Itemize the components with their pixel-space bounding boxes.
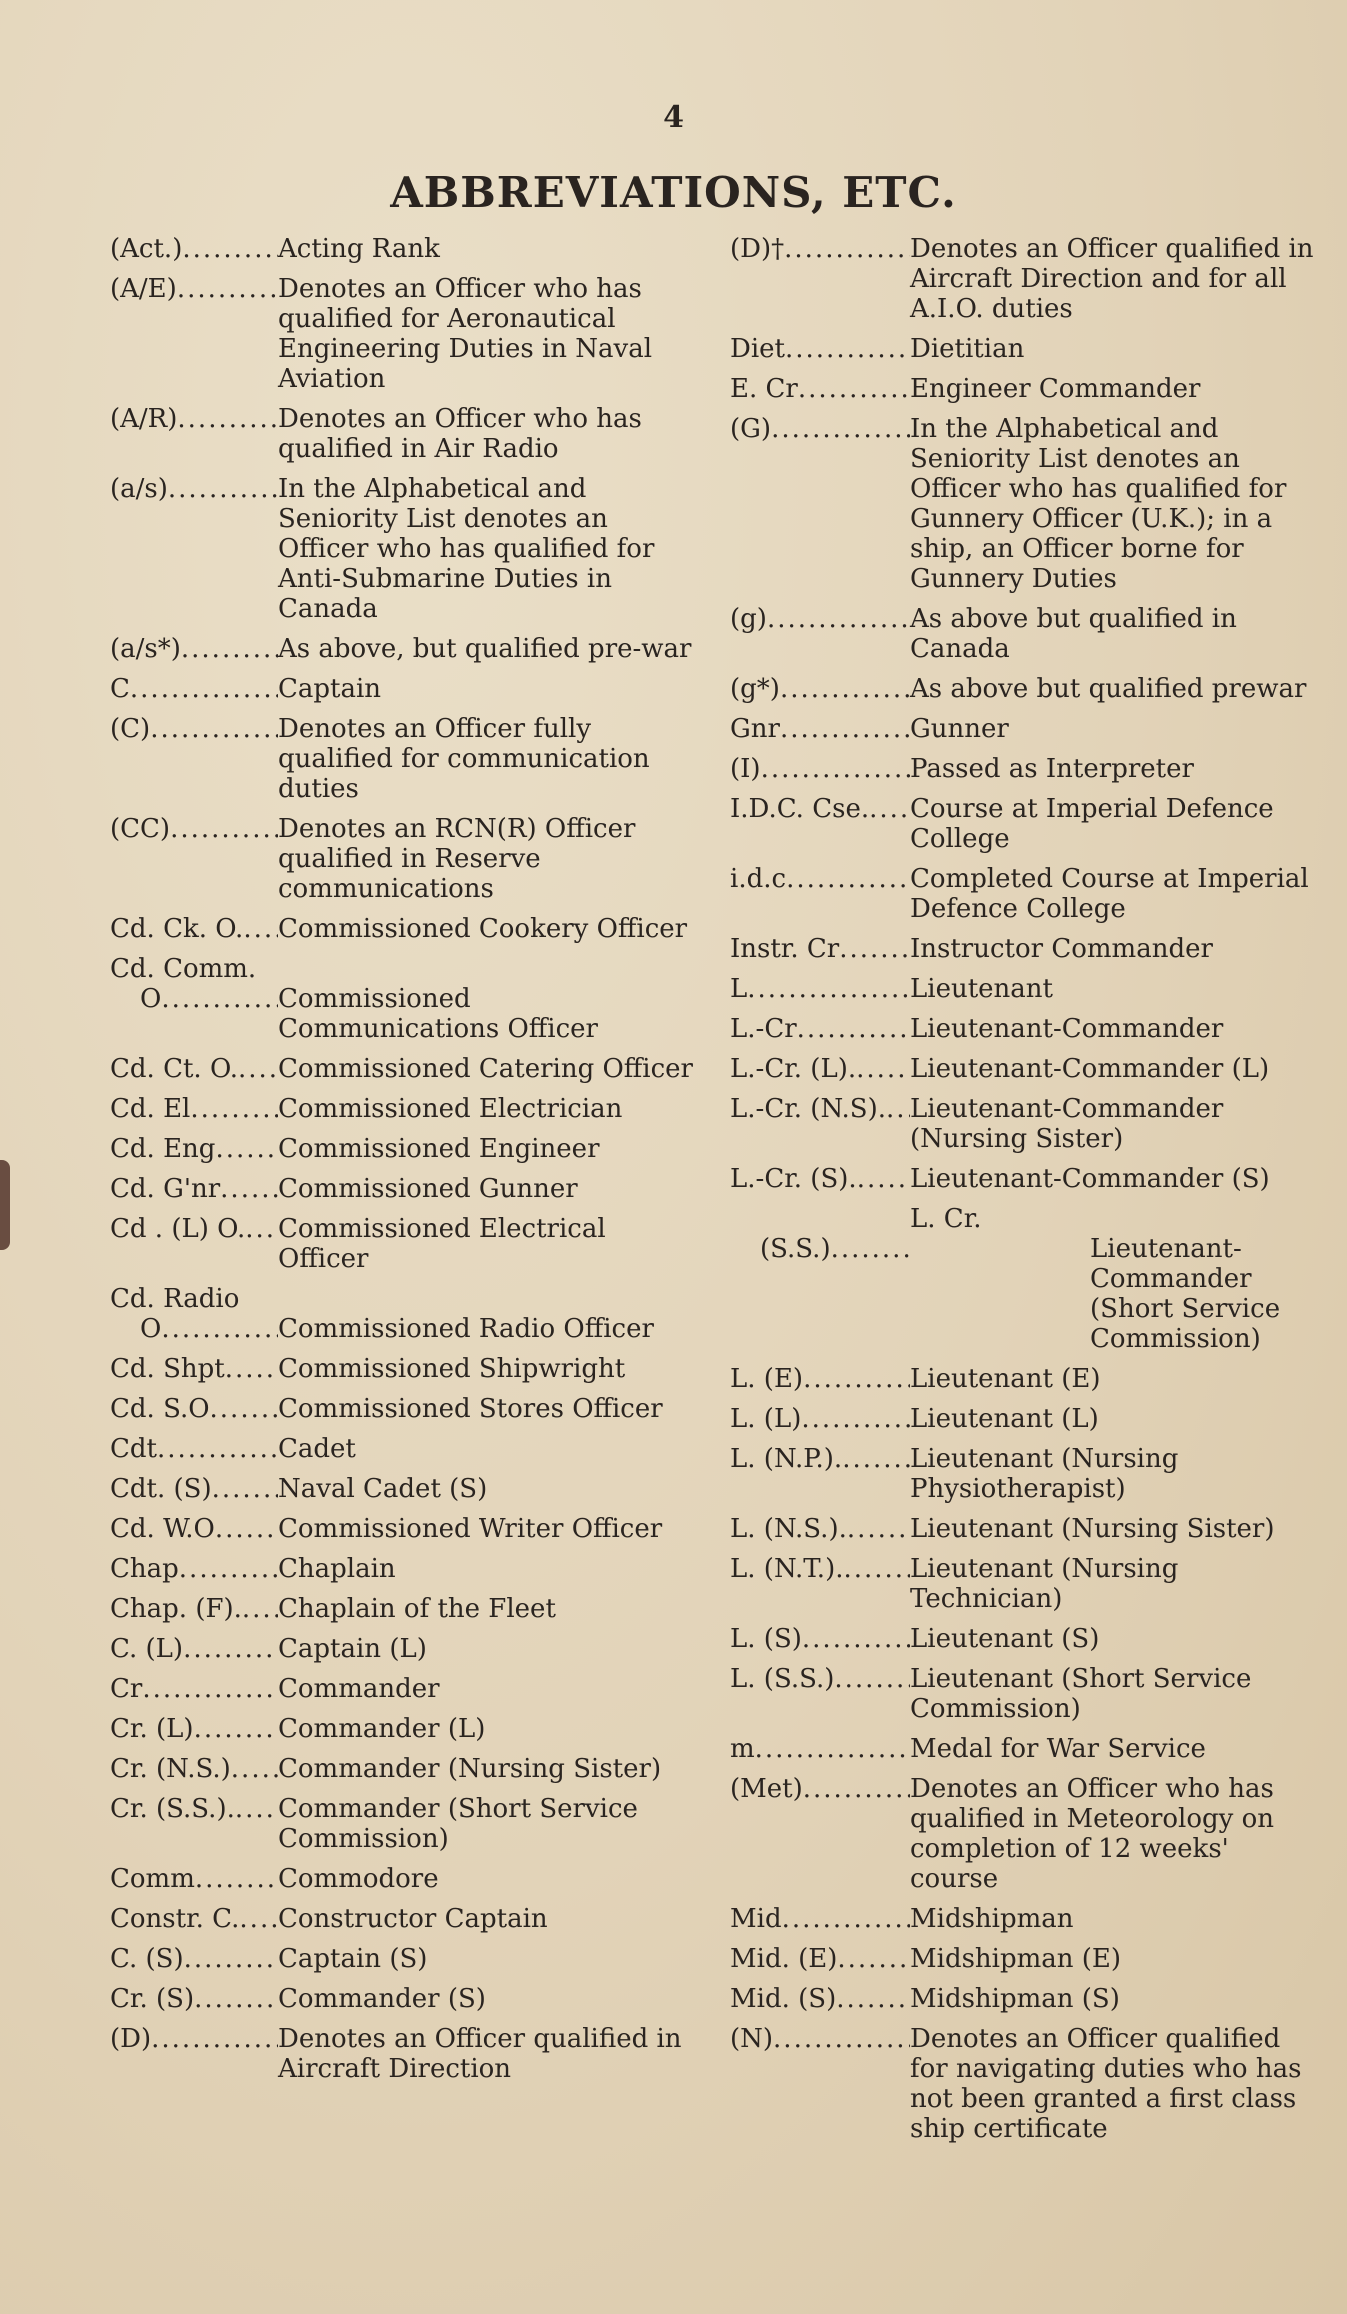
page-edge-stain bbox=[0, 1160, 10, 1250]
abbreviation-term: E. Cr ..... bbox=[730, 374, 910, 404]
abbreviation-term: Chap. (F). ..... bbox=[110, 1594, 278, 1624]
abbreviation-term: (a/s) ..... bbox=[110, 474, 278, 504]
abbreviation-meaning: Captain (S) bbox=[278, 1944, 428, 1974]
abbreviation-term: Mid. (S) ..... bbox=[730, 1984, 910, 2014]
abbreviation-entry bbox=[110, 914, 695, 944]
abbreviation-term: Cd. Ct. O. ..... bbox=[110, 1054, 278, 1084]
abbreviation-meaning: Lieutenant-Commander bbox=[910, 1014, 1224, 1044]
abbreviation-entry bbox=[110, 814, 695, 904]
abbreviation-entry bbox=[110, 1354, 695, 1384]
abbreviation-entry bbox=[110, 474, 695, 624]
abbreviation-entry bbox=[110, 1984, 695, 2014]
abbreviation-term: (g*) ..... bbox=[730, 674, 910, 704]
abbreviation-entry bbox=[110, 1514, 695, 1544]
abbreviation-meaning: Commissioned Radio Officer bbox=[278, 1314, 654, 1344]
abbreviation-term: L. (N.T.). ..... bbox=[730, 1554, 910, 1584]
abbreviation-entry bbox=[730, 1164, 1320, 1194]
abbreviation-entry bbox=[730, 1014, 1320, 1044]
abbreviation-meaning: Denotes an Officer qualified in Aircraft Direction bbox=[278, 2024, 682, 2084]
abbreviation-term: (Met) ..... bbox=[730, 1774, 910, 1804]
abbreviation-term: L. (S) ..... bbox=[730, 1624, 910, 1654]
abbreviation-entry bbox=[110, 274, 695, 394]
abbreviation-entry bbox=[730, 1984, 1320, 2014]
abbreviation-meaning: Lieutenant (E) bbox=[910, 1364, 1101, 1394]
abbreviation-meaning: Commissioned Communications Officer bbox=[278, 984, 598, 1044]
abbreviation-meaning: Commander (S) bbox=[278, 1984, 486, 2014]
abbreviation-entry bbox=[730, 1514, 1320, 1544]
abbreviation-term: Cr. (N.S.) ..... bbox=[110, 1754, 278, 1784]
abbreviation-term: Gnr ..... bbox=[730, 714, 910, 744]
abbreviation-term: (D) ..... bbox=[110, 2024, 278, 2054]
abbreviation-term-line: O ..... bbox=[140, 984, 278, 1014]
abbreviation-meaning: Acting Rank bbox=[278, 234, 440, 264]
abbreviation-entry bbox=[110, 1904, 695, 1934]
abbreviation-meaning: As above, but qualified pre-war bbox=[278, 634, 692, 664]
abbreviation-meaning: Medal for War Service bbox=[910, 1734, 1206, 1764]
abbreviation-entry bbox=[110, 1944, 695, 1974]
abbreviation-entry bbox=[730, 1054, 1320, 1084]
abbreviation-term: m ..... bbox=[730, 1734, 910, 1764]
abbreviation-entry bbox=[730, 1204, 1320, 1354]
abbreviation-entry bbox=[730, 1624, 1320, 1654]
abbreviation-term: (A/E) ..... bbox=[110, 274, 278, 304]
abbreviation-entry bbox=[110, 1434, 695, 1464]
abbreviation-meaning: Denotes an Officer who has qualified in Meteorology on completion of 12 weeks' course bbox=[910, 1774, 1275, 1894]
abbreviation-meaning: Constructor Captain bbox=[278, 1904, 548, 1934]
abbreviation-meaning: Commissioned Engineer bbox=[278, 1134, 600, 1164]
abbreviation-meaning: Commander bbox=[278, 1674, 440, 1704]
abbreviation-entry bbox=[110, 2024, 695, 2084]
abbreviation-meaning: Commander (Short Service Commission) bbox=[278, 1794, 638, 1854]
abbreviation-term: C ..... bbox=[110, 674, 278, 704]
abbreviation-meaning: In the Alphabetical and Seniority List denotes an Officer who has qualified for Gunnery Officer (U.K.); in a ship, an Officer borne for Gunnery Duties bbox=[910, 414, 1287, 594]
abbreviation-term: Mid. (E) ..... bbox=[730, 1944, 910, 1974]
abbreviation-term: Constr. C. ..... bbox=[110, 1904, 278, 1934]
abbreviation-entry bbox=[730, 1554, 1320, 1614]
abbreviation-entry bbox=[110, 1474, 695, 1504]
abbreviation-meaning: Lieutenant (Short Service Commission) bbox=[910, 1664, 1252, 1724]
abbreviation-term: Cr. (L) ..... bbox=[110, 1714, 278, 1744]
abbreviation-meaning: Commissioned Writer Officer bbox=[278, 1514, 663, 1544]
abbreviation-term: L. (S.S.) ..... bbox=[730, 1664, 910, 1694]
abbreviation-term: L. (N.P.). ..... bbox=[730, 1444, 910, 1474]
abbreviation-meaning: Lieutenant-Commander (Short Service Commission) bbox=[1090, 1234, 1281, 1354]
abbreviation-entry bbox=[730, 974, 1320, 1004]
abbreviation-term: Comm ..... bbox=[110, 1864, 278, 1894]
abbreviation-term: Cdt ..... bbox=[110, 1434, 278, 1464]
abbreviation-entry bbox=[110, 954, 695, 1044]
abbreviation-meaning: Lieutenant-Commander (Nursing Sister) bbox=[910, 1094, 1224, 1154]
abbreviation-entry bbox=[110, 1634, 695, 1664]
abbreviation-meaning: As above but qualified in Canada bbox=[910, 604, 1237, 664]
abbreviation-entry bbox=[110, 1134, 695, 1164]
abbreviation-meaning: Engineer Commander bbox=[910, 374, 1201, 404]
abbreviation-meaning: Lieutenant (Nursing Sister) bbox=[910, 1514, 1275, 1544]
abbreviation-term: Mid ..... bbox=[730, 1904, 910, 1934]
abbreviation-meaning: Naval Cadet (S) bbox=[278, 1474, 488, 1504]
abbreviation-term: (G) ..... bbox=[730, 414, 910, 444]
abbreviation-term: L.-Cr. (L). ..... bbox=[730, 1054, 910, 1084]
abbreviation-entry bbox=[730, 2024, 1320, 2144]
abbreviation-term: (C) ..... bbox=[110, 714, 278, 744]
abbreviation-meaning: Passed as Interpreter bbox=[910, 754, 1194, 784]
abbreviation-meaning: Commissioned Shipwright bbox=[278, 1354, 626, 1384]
abbreviation-meaning: Midshipman (E) bbox=[910, 1944, 1122, 1974]
abbreviation-term: Cr ..... bbox=[110, 1674, 278, 1704]
abbreviation-entry bbox=[730, 234, 1320, 324]
abbreviation-term: Cdt. (S) ..... bbox=[110, 1474, 278, 1504]
abbreviation-entry bbox=[110, 1594, 695, 1624]
abbreviation-meaning: In the Alphabetical and Seniority List denotes an Officer who has qualified for Anti-Submarine Duties in Canada bbox=[278, 474, 655, 624]
abbreviation-meaning: Commissioned Stores Officer bbox=[278, 1394, 663, 1424]
abbreviation-term: (N) ..... bbox=[730, 2024, 910, 2054]
abbreviation-meaning: Lieutenant (S) bbox=[910, 1624, 1100, 1654]
abbreviation-entry bbox=[730, 754, 1320, 784]
abbreviation-meaning: As above but qualified prewar bbox=[910, 674, 1307, 704]
page-title: ABBREVIATIONS, ETC. bbox=[390, 168, 957, 217]
abbreviation-entry bbox=[110, 1174, 695, 1204]
abbreviation-term: Cd. Shpt ..... bbox=[110, 1354, 278, 1384]
abbreviation-meaning: Dietitian bbox=[910, 334, 1025, 364]
abbreviation-meaning: Denotes an Officer qualified in Aircraft Direction and for all A.I.O. duties bbox=[910, 234, 1314, 324]
abbreviation-meaning: Lieutenant bbox=[910, 974, 1053, 1004]
abbreviation-entry bbox=[730, 1404, 1320, 1434]
abbreviation-term: Chap ..... bbox=[110, 1554, 278, 1584]
abbreviation-entry bbox=[730, 374, 1320, 404]
abbreviation-meaning: Lieutenant (Nursing Physiotherapist) bbox=[910, 1444, 1179, 1504]
abbreviation-term-line: O ..... bbox=[140, 1314, 278, 1344]
abbreviation-term: C. (S) ..... bbox=[110, 1944, 278, 1974]
abbreviation-entry bbox=[110, 1214, 695, 1274]
abbreviation-meaning: Denotes an RCN(R) Officer qualified in Reserve communications bbox=[278, 814, 636, 904]
abbreviation-meaning: Lieutenant-Commander (S) bbox=[910, 1164, 1270, 1194]
abbreviation-term-line: L. Cr. bbox=[910, 1204, 982, 1234]
abbreviation-term: (g) ..... bbox=[730, 604, 910, 634]
abbreviation-entry bbox=[730, 1944, 1320, 1974]
abbreviation-term: Cd. Ck. O. ..... bbox=[110, 914, 278, 944]
right-column bbox=[730, 234, 1320, 2154]
abbreviation-entry bbox=[110, 1794, 695, 1854]
abbreviation-meaning: Commissioned Electrician bbox=[278, 1094, 623, 1124]
abbreviation-entry bbox=[730, 604, 1320, 664]
abbreviation-term: i.d.c ..... bbox=[730, 864, 910, 894]
abbreviation-term: Cd. Eng ..... bbox=[110, 1134, 278, 1164]
abbreviation-term: L. (E) ..... bbox=[730, 1364, 910, 1394]
abbreviation-meaning: Denotes an Officer who has qualified for Aeronautical Engineering Duties in Naval Aviation bbox=[278, 274, 653, 394]
abbreviation-entry bbox=[730, 1444, 1320, 1504]
abbreviation-term: L. (L) ..... bbox=[730, 1404, 910, 1434]
abbreviation-meaning: Course at Imperial Defence College bbox=[910, 794, 1274, 854]
abbreviation-term: (I) ..... bbox=[730, 754, 910, 784]
abbreviation-entry bbox=[110, 234, 695, 264]
abbreviation-meaning: Midshipman bbox=[910, 1904, 1074, 1934]
abbreviation-entry bbox=[730, 674, 1320, 704]
abbreviation-term: I.D.C. Cse. ..... bbox=[730, 794, 910, 824]
abbreviation-meaning: Lieutenant (L) bbox=[910, 1404, 1099, 1434]
abbreviation-meaning: Lieutenant (Nursing Technician) bbox=[910, 1554, 1179, 1614]
abbreviation-entry bbox=[110, 714, 695, 804]
abbreviation-term: L ..... bbox=[730, 974, 910, 1004]
abbreviation-meaning: Cadet bbox=[278, 1434, 356, 1464]
abbreviation-entry bbox=[110, 674, 695, 704]
abbreviation-meaning: Chaplain bbox=[278, 1554, 396, 1584]
abbreviation-entry bbox=[110, 1054, 695, 1084]
abbreviation-term: Cd. S.O ..... bbox=[110, 1394, 278, 1424]
abbreviation-entry bbox=[110, 634, 695, 664]
abbreviation-entry bbox=[110, 1714, 695, 1744]
abbreviation-entry bbox=[110, 1864, 695, 1894]
abbreviation-term: (a/s*) ..... bbox=[110, 634, 278, 664]
abbreviation-term-line: Cd. Comm. bbox=[110, 954, 257, 984]
left-column bbox=[110, 234, 695, 2094]
abbreviation-term: Cd. W.O ..... bbox=[110, 1514, 278, 1544]
abbreviation-meaning: Instructor Commander bbox=[910, 934, 1213, 964]
abbreviation-entry bbox=[730, 934, 1320, 964]
abbreviation-meaning: Gunner bbox=[910, 714, 1009, 744]
abbreviation-term: Cd. G'nr ..... bbox=[110, 1174, 278, 1204]
abbreviation-meaning: Commander (L) bbox=[278, 1714, 486, 1744]
abbreviation-entry bbox=[110, 1674, 695, 1704]
abbreviation-entry bbox=[730, 1734, 1320, 1764]
abbreviation-term-line: Cd. Radio bbox=[110, 1284, 240, 1314]
abbreviation-meaning: Captain (L) bbox=[278, 1634, 427, 1664]
abbreviation-term: (CC) ..... bbox=[110, 814, 278, 844]
abbreviation-meaning: Midshipman (S) bbox=[910, 1984, 1120, 2014]
abbreviation-entry bbox=[730, 864, 1320, 924]
abbreviation-entry bbox=[110, 1094, 695, 1124]
abbreviation-entry bbox=[730, 1904, 1320, 1934]
abbreviation-entry bbox=[110, 404, 695, 464]
abbreviation-entry bbox=[730, 1094, 1320, 1154]
abbreviation-meaning: Denotes an Officer fully qualified for communication duties bbox=[278, 714, 650, 804]
abbreviation-entry bbox=[110, 1284, 695, 1344]
page-number: 4 bbox=[663, 100, 684, 135]
abbreviation-entry bbox=[730, 1364, 1320, 1394]
abbreviation-meaning: Commissioned Cookery Officer bbox=[278, 914, 688, 944]
abbreviation-entry bbox=[110, 1394, 695, 1424]
abbreviation-term: (A/R) ..... bbox=[110, 404, 278, 434]
abbreviation-meaning: Commodore bbox=[278, 1864, 439, 1894]
abbreviation-term: L. (N.S.). ..... bbox=[730, 1514, 910, 1544]
abbreviation-entry bbox=[110, 1754, 695, 1784]
abbreviation-term: Instr. Cr ..... bbox=[730, 934, 910, 964]
abbreviation-term: Cr. (S) ..... bbox=[110, 1984, 278, 2014]
abbreviation-term: L.-Cr ..... bbox=[730, 1014, 910, 1044]
abbreviation-entry bbox=[730, 794, 1320, 854]
abbreviation-term: (Act.) ..... bbox=[110, 234, 278, 264]
abbreviation-meaning: Lieutenant-Commander (L) bbox=[910, 1054, 1270, 1084]
abbreviation-meaning: Commander (Nursing Sister) bbox=[278, 1754, 662, 1784]
abbreviation-term: C. (L) ..... bbox=[110, 1634, 278, 1664]
abbreviation-entry bbox=[730, 1664, 1320, 1724]
abbreviation-term: (D)† ..... bbox=[730, 234, 910, 264]
abbreviation-meaning: Commissioned Catering Officer bbox=[278, 1054, 693, 1084]
abbreviation-term: Cr. (S.S.). ..... bbox=[110, 1794, 278, 1824]
abbreviation-term: L.-Cr. (S). ..... bbox=[730, 1164, 910, 1194]
abbreviation-entry bbox=[110, 1554, 695, 1584]
abbreviation-term: L.-Cr. (N.S). ..... bbox=[730, 1094, 910, 1124]
abbreviation-meaning: Denotes an Officer qualified for navigating duties who has not been granted a first class ship certificate bbox=[910, 2024, 1302, 2144]
abbreviation-term: Diet ..... bbox=[730, 334, 910, 364]
abbreviation-meaning: Chaplain of the Fleet bbox=[278, 1594, 556, 1624]
abbreviation-entry bbox=[730, 414, 1320, 594]
abbreviation-meaning: Commissioned Gunner bbox=[278, 1174, 578, 1204]
abbreviation-entry bbox=[730, 334, 1320, 364]
abbreviation-term-line: (S.S.) ..... bbox=[760, 1234, 910, 1264]
abbreviation-meaning: Denotes an Officer who has qualified in Air Radio bbox=[278, 404, 642, 464]
abbreviation-meaning: Captain bbox=[278, 674, 382, 704]
abbreviation-entry bbox=[730, 714, 1320, 744]
abbreviation-term: Cd. El ..... bbox=[110, 1094, 278, 1124]
abbreviation-term: Cd . (L) O. ..... bbox=[110, 1214, 278, 1244]
abbreviation-entry bbox=[730, 1774, 1320, 1894]
abbreviation-meaning: Commissioned Electrical Officer bbox=[278, 1214, 606, 1274]
abbreviation-meaning: Completed Course at Imperial Defence College bbox=[910, 864, 1309, 924]
